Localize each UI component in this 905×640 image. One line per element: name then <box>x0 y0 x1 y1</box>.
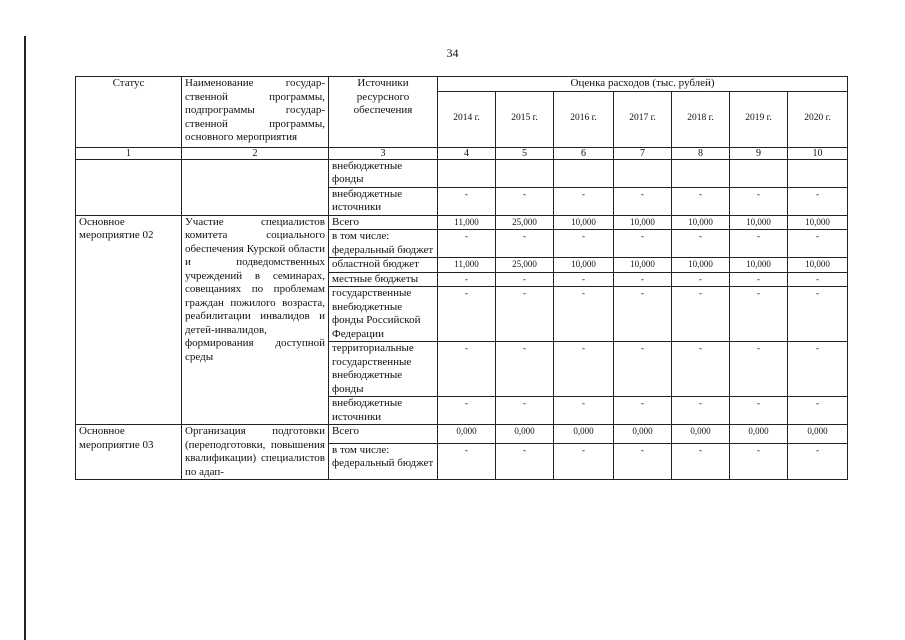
column-number: 9 <box>730 147 788 159</box>
cost-value: - <box>438 443 496 479</box>
cost-value: - <box>496 443 554 479</box>
column-number: 1 <box>76 147 182 159</box>
cost-value: - <box>614 397 672 425</box>
cost-value: - <box>438 187 496 215</box>
cost-value: 11,000 <box>438 215 496 230</box>
column-number: 10 <box>788 147 848 159</box>
activity-status: Основное мероприятие 02 <box>76 215 182 425</box>
cost-value: - <box>730 342 788 397</box>
cost-value: 0,000 <box>438 425 496 444</box>
cost-value: - <box>788 397 848 425</box>
column-number: 7 <box>614 147 672 159</box>
funding-source: местные бюджеты <box>329 272 438 287</box>
cost-value: 10,000 <box>554 258 614 273</box>
header-year: 2018 г. <box>672 91 730 147</box>
funding-source: территориальные государственные внебюджетные фонды <box>329 342 438 397</box>
cost-value: - <box>730 187 788 215</box>
cost-value: - <box>614 230 672 258</box>
cost-value: - <box>788 230 848 258</box>
header-year: 2020 г. <box>788 91 848 147</box>
funding-source: Всего <box>329 215 438 230</box>
cost-value: 0,000 <box>496 425 554 444</box>
cost-value: - <box>614 272 672 287</box>
cost-value: - <box>496 287 554 342</box>
header-year: 2014 г. <box>438 91 496 147</box>
funding-source: в том числе: федеральный бюджет <box>329 230 438 258</box>
cost-value: 10,000 <box>614 258 672 273</box>
activity-status <box>76 159 182 215</box>
funding-source: внебюджетные источники <box>329 397 438 425</box>
activity-status: Основное мероприятие 03 <box>76 425 182 480</box>
page-number: 34 <box>446 46 459 60</box>
column-number: 5 <box>496 147 554 159</box>
cost-value <box>438 159 496 187</box>
cost-value: 10,000 <box>672 215 730 230</box>
cost-value <box>614 159 672 187</box>
cost-value: - <box>496 187 554 215</box>
cost-value: - <box>788 443 848 479</box>
cost-value: - <box>672 397 730 425</box>
cost-value: - <box>788 272 848 287</box>
cost-value: 10,000 <box>614 215 672 230</box>
cost-value: 11,000 <box>438 258 496 273</box>
cost-value: 10,000 <box>788 215 848 230</box>
cost-value: 0,000 <box>788 425 848 444</box>
cost-value: 25,000 <box>496 258 554 273</box>
cost-value: - <box>438 230 496 258</box>
cost-value: - <box>614 443 672 479</box>
cost-value: - <box>730 230 788 258</box>
cost-value: 10,000 <box>554 215 614 230</box>
cost-value: 0,000 <box>730 425 788 444</box>
funding-source: внебюджетные источники <box>329 187 438 215</box>
cost-value: 0,000 <box>672 425 730 444</box>
cost-value: - <box>496 397 554 425</box>
cost-value: 25,000 <box>496 215 554 230</box>
cost-value: 0,000 <box>554 425 614 444</box>
cost-value: 10,000 <box>730 258 788 273</box>
cost-value: - <box>554 397 614 425</box>
column-number: 3 <box>329 147 438 159</box>
cost-value: 10,000 <box>672 258 730 273</box>
cost-value: - <box>554 187 614 215</box>
cost-value: - <box>672 443 730 479</box>
activity-name <box>182 159 329 215</box>
cost-value: - <box>730 397 788 425</box>
cost-value: - <box>672 287 730 342</box>
cost-value: - <box>496 342 554 397</box>
cost-value: - <box>730 287 788 342</box>
cost-value <box>554 159 614 187</box>
cost-value: - <box>554 230 614 258</box>
cost-value: - <box>672 272 730 287</box>
cost-value: - <box>672 187 730 215</box>
cost-value: - <box>438 342 496 397</box>
cost-value: - <box>554 443 614 479</box>
header-year: 2017 г. <box>614 91 672 147</box>
funding-source: внебюджетные фонды <box>329 159 438 187</box>
scan-margin-line <box>24 36 26 640</box>
cost-value <box>730 159 788 187</box>
cost-value <box>496 159 554 187</box>
table-row <box>76 425 848 444</box>
cost-value: - <box>438 272 496 287</box>
cost-value: - <box>438 397 496 425</box>
column-number-row <box>76 147 848 159</box>
funding-source: в том числе: федеральный бюджет <box>329 443 438 479</box>
cost-value: - <box>496 230 554 258</box>
activity-name: Участие специалистов комитета социального обеспечения Курской области и подведомственных учреждений в семинарах, совещаниях по проблемам граждан пожилого возраста, реабилитации инвалидов и детей-инвалидов, формирования доступной среды <box>182 215 329 425</box>
cost-value: - <box>614 287 672 342</box>
cost-value: - <box>554 287 614 342</box>
cost-value: - <box>730 443 788 479</box>
funding-source: Всего <box>329 425 438 444</box>
cost-value: - <box>438 287 496 342</box>
funding-source: областной бюджет <box>329 258 438 273</box>
cost-value: - <box>788 287 848 342</box>
header-name: Наименование государ- ственной программы, подпрограммы государ- ственной программы, основного мероприятия <box>182 77 329 148</box>
header-sources: Источники ресурсного обеспечения <box>329 77 438 148</box>
cost-value <box>672 159 730 187</box>
column-number: 4 <box>438 147 496 159</box>
cost-value: - <box>496 272 554 287</box>
activity-name: Организация подготовки (переподготовки, повышения квалификации) специалистов по адап- <box>182 425 329 480</box>
cost-value: - <box>788 342 848 397</box>
cost-value: - <box>554 342 614 397</box>
cost-value: - <box>672 342 730 397</box>
budget-table <box>75 76 848 480</box>
cost-value: 0,000 <box>614 425 672 444</box>
table-row <box>76 159 848 187</box>
header-year: 2015 г. <box>496 91 554 147</box>
cost-value: - <box>614 187 672 215</box>
cost-value: - <box>672 230 730 258</box>
column-number: 6 <box>554 147 614 159</box>
header-costs: Оценка расходов (тыс. рублей) <box>438 77 848 92</box>
cost-value <box>788 159 848 187</box>
cost-value: 10,000 <box>788 258 848 273</box>
header-year: 2016 г. <box>554 91 614 147</box>
cost-value: - <box>730 272 788 287</box>
funding-source: государственные внебюджетные фонды Российской Федерации <box>329 287 438 342</box>
table-row <box>76 215 848 230</box>
header-status: Статус <box>76 77 182 148</box>
cost-value: - <box>614 342 672 397</box>
column-number: 8 <box>672 147 730 159</box>
cost-value: 10,000 <box>730 215 788 230</box>
column-number: 2 <box>182 147 329 159</box>
cost-value: - <box>554 272 614 287</box>
cost-value: - <box>788 187 848 215</box>
header-year: 2019 г. <box>730 91 788 147</box>
